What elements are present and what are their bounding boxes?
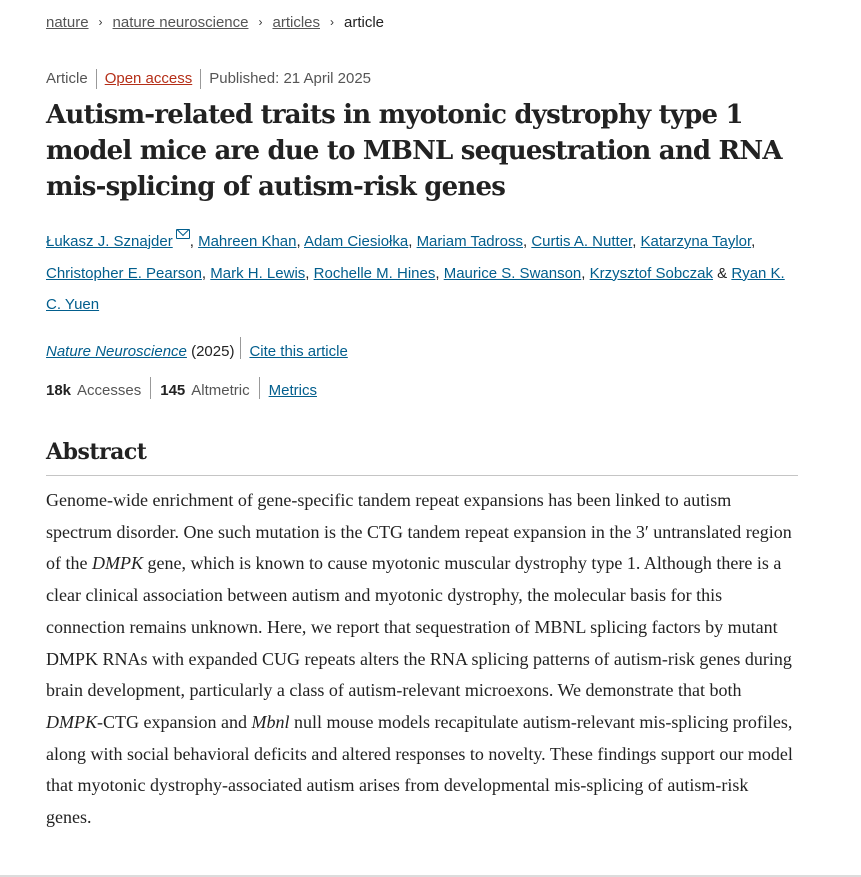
author-link[interactable]: Christopher E. Pearson [46, 264, 202, 282]
article-title: Autism-related traits in myotonic dystrophy type 1 model mice are due to MBNL sequestration and RNA mis-splicing of autism-risk genes [46, 100, 782, 202]
altmetric-label: Altmetric [191, 382, 250, 399]
author-list: Łukasz J. Sznajder , Mahreen Khan, Adam Ciesiołka, Mariam Tadross, Curtis A. Nutter, Katarzyna Taylor, Christopher E. Pearson, Mark H. Lewis, Rochelle M. Hines, Maurice S. Swanson, Krzysztof Sobczak & Ryan K. C. Yuen [46, 226, 798, 321]
journal-info [46, 337, 348, 362]
author-link[interactable]: Rochelle M. Hines [313, 264, 436, 282]
author-link[interactable]: Adam Ciesiołka [304, 233, 409, 250]
author-link[interactable]: Mark H. Lewis [210, 264, 306, 282]
divider [96, 69, 97, 89]
journal-name-link[interactable]: Nature Neuroscience [46, 343, 187, 360]
abstract-text [46, 485, 798, 834]
author-link[interactable]: Mariam Tadross [416, 233, 523, 250]
gene-name: DMPK [46, 711, 97, 732]
breadcrumb-current: article [344, 14, 385, 31]
article-metrics [46, 377, 317, 401]
author-link[interactable]: Ryan K. C. Yuen [46, 264, 785, 313]
article-meta [46, 69, 371, 89]
author-link[interactable]: Curtis A. Nutter [531, 233, 633, 250]
author-link[interactable]: Maurice S. Swanson [443, 264, 582, 282]
abstract-text-part: -CTG expansion and [97, 711, 252, 732]
article-type: Article [46, 70, 88, 87]
altmetric-count: 145 [160, 382, 186, 399]
gene-name: Mbnl [251, 711, 290, 732]
divider [150, 377, 151, 399]
breadcrumb [46, 13, 384, 33]
breadcrumb-link-nature[interactable]: nature [46, 14, 89, 31]
divider [200, 69, 201, 89]
breadcrumb-link-articles[interactable]: articles [272, 14, 320, 31]
abstract-heading: Abstract [46, 439, 147, 465]
abstract-text-part: gene, which is known to cause myotonic muscular dystrophy type 1. Although there is a clear clinical association between autism and myotonic dystrophy, the molecular basis for this connection remains unknown. Here, we report that sequestration of MBNL splicing factors by mutant DMPK RNAs with expanded CUG repeats alters the RNA splicing patterns of autism-risk genes during brain development, particularly a class of autism-relevant microexons. We demonstrate that both [46, 553, 792, 701]
abstract-text-part: Genome-wide enrichment of gene-specific tandem repeat expansions has been linked to autism spectrum disorder. One such mutation is the CTG tandem repeat expansion in the 3′ untranslated region of the [46, 490, 792, 574]
section-divider [46, 475, 798, 476]
accesses-count: 18k [46, 382, 72, 399]
email-icon[interactable] [176, 229, 190, 239]
abstract-text-part: null mouse models recapitulate autism-relevant mis-splicing profiles, along with social behavioral deficits and altered responses to novelty. These findings support our model that myotonic dystrophy-associated autism arises from developmental mis-splicing of autism-risk genes. [46, 711, 793, 828]
breadcrumb-link-nature-neuroscience[interactable]: nature neuroscience [112, 14, 249, 31]
chevron-right-icon: › [98, 15, 103, 29]
open-access-link[interactable]: Open access [104, 70, 193, 87]
author-link[interactable]: Łukasz J. Sznajder [46, 233, 173, 250]
author-link[interactable]: Krzysztof Sobczak [589, 264, 714, 282]
chevron-right-icon: › [258, 15, 263, 29]
metrics-link[interactable]: Metrics [268, 382, 317, 399]
accesses-label: Accesses [77, 382, 142, 399]
author-link[interactable]: Mahreen Khan [198, 233, 297, 250]
author-joiner: & [713, 264, 732, 282]
divider [259, 377, 260, 399]
author-link[interactable]: Katarzyna Taylor [640, 233, 752, 250]
gene-name: DMPK [91, 553, 143, 574]
cite-article-link[interactable]: Cite this article [249, 343, 348, 360]
published-date: Published: 21 April 2025 [209, 70, 372, 87]
divider [240, 337, 241, 359]
journal-year: (2025) [191, 343, 235, 360]
chevron-right-icon: › [330, 15, 334, 29]
